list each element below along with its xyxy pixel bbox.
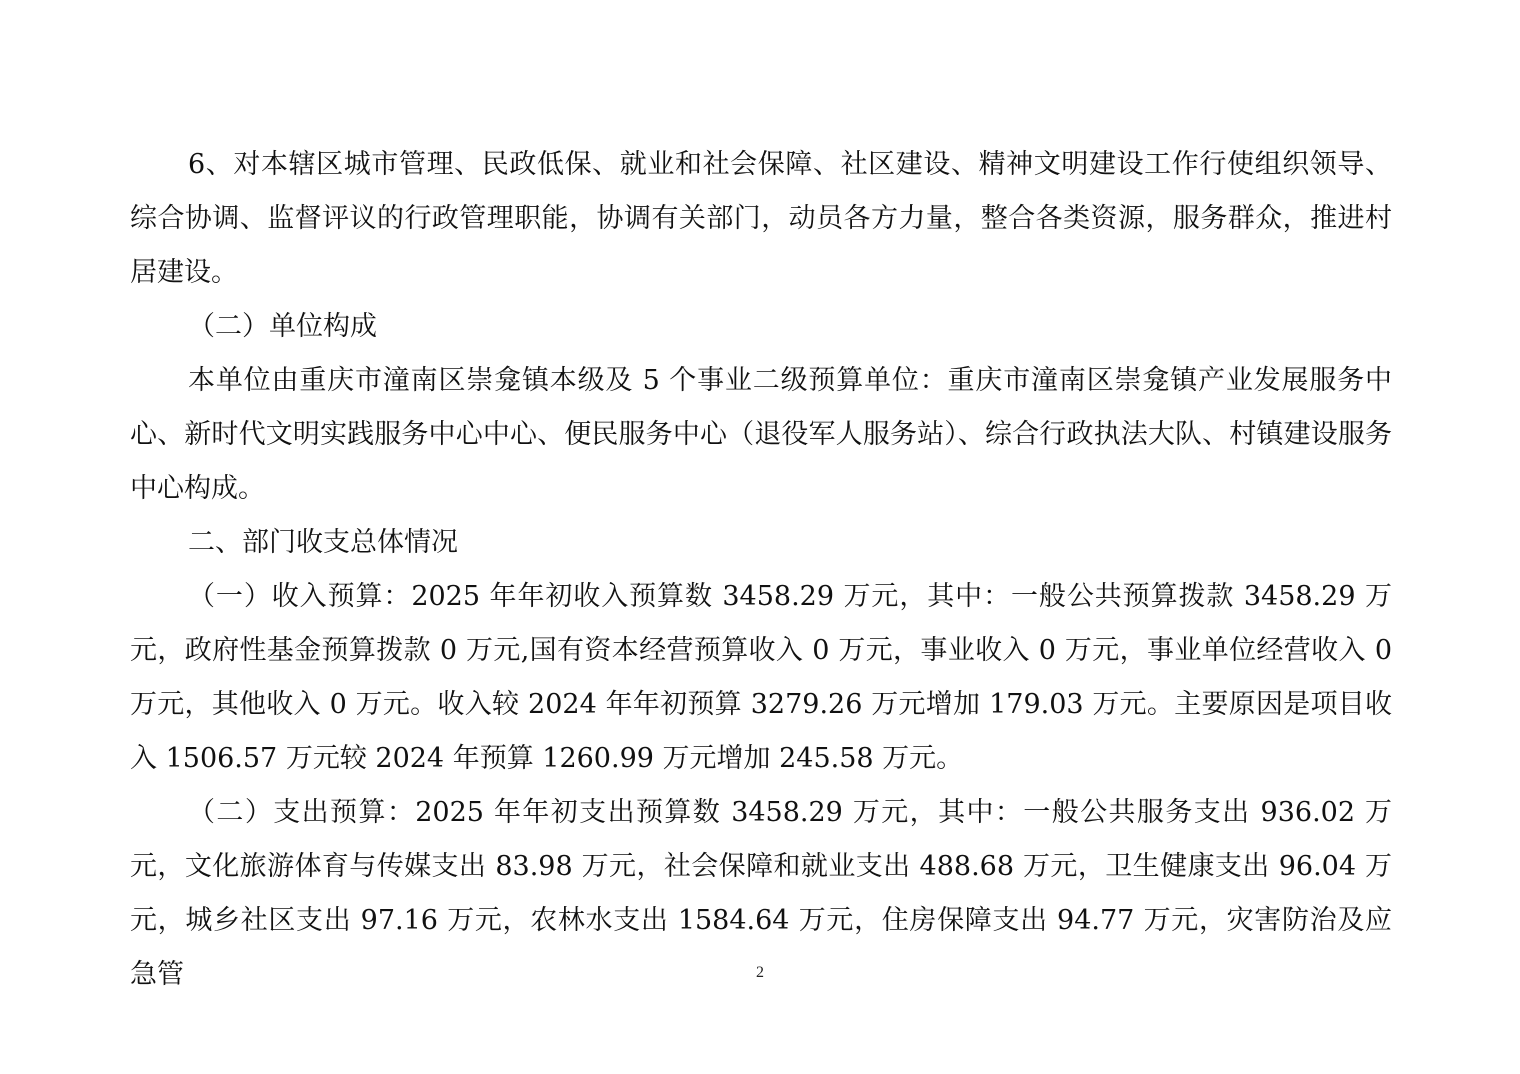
paragraph-unit-composition: 本单位由重庆市潼南区崇龛镇本级及 5 个事业二级预算单位：重庆市潼南区崇龛镇产业发展服务中心、新时代文明实践服务中心中心、便民服务中心（退役军人服务站）、综合行政执法大队、村镇建设服务中心构成。 — [130, 365, 1392, 504]
heading-income-expenditure: 二、部门收支总体情况 — [188, 527, 458, 558]
paragraph-duty-6: 6、对本辖区城市管理、民政低保、就业和社会保障、社区建设、精神文明建设工作行使组织领导、综合协调、监督评议的行政管理职能，协调有关部门，动员各方力量，整合各类资源，服务群众，推进村居建设。 — [130, 149, 1392, 288]
paragraph-income-budget: （一）收入预算：2025 年年初收入预算数 3458.29 万元，其中：一般公共预算拨款 3458.29 万元，政府性基金预算拨款 0 万元,国有资本经营预算收入 0 万元，事业收入 0 万元，事业单位经营收入 0 万元，其他收入 0 万元。收入较 2024 年年初预算 3279.26 万元增加 179.03 万元。主要原因是项目收入 1506.57 万元较 2024 年预算 1260.99 万元增加 245.58 万元。 — [130, 581, 1392, 774]
page-number: 2 — [756, 964, 764, 981]
document-body — [130, 138, 1392, 1002]
heading-unit-composition: （二）单位构成 — [188, 311, 377, 342]
paragraph-expenditure-budget: （二）支出预算：2025 年年初支出预算数 3458.29 万元，其中：一般公共服务支出 936.02 万元，文化旅游体育与传媒支出 83.98 万元，社会保障和就业支出 488.68 万元，卫生健康支出 96.04 万元，城乡社区支出 97.16 万元，农林水支出 1584.64 万元，住房保障支出 94.77 万元，灾害防治及应急管 — [130, 797, 1392, 990]
